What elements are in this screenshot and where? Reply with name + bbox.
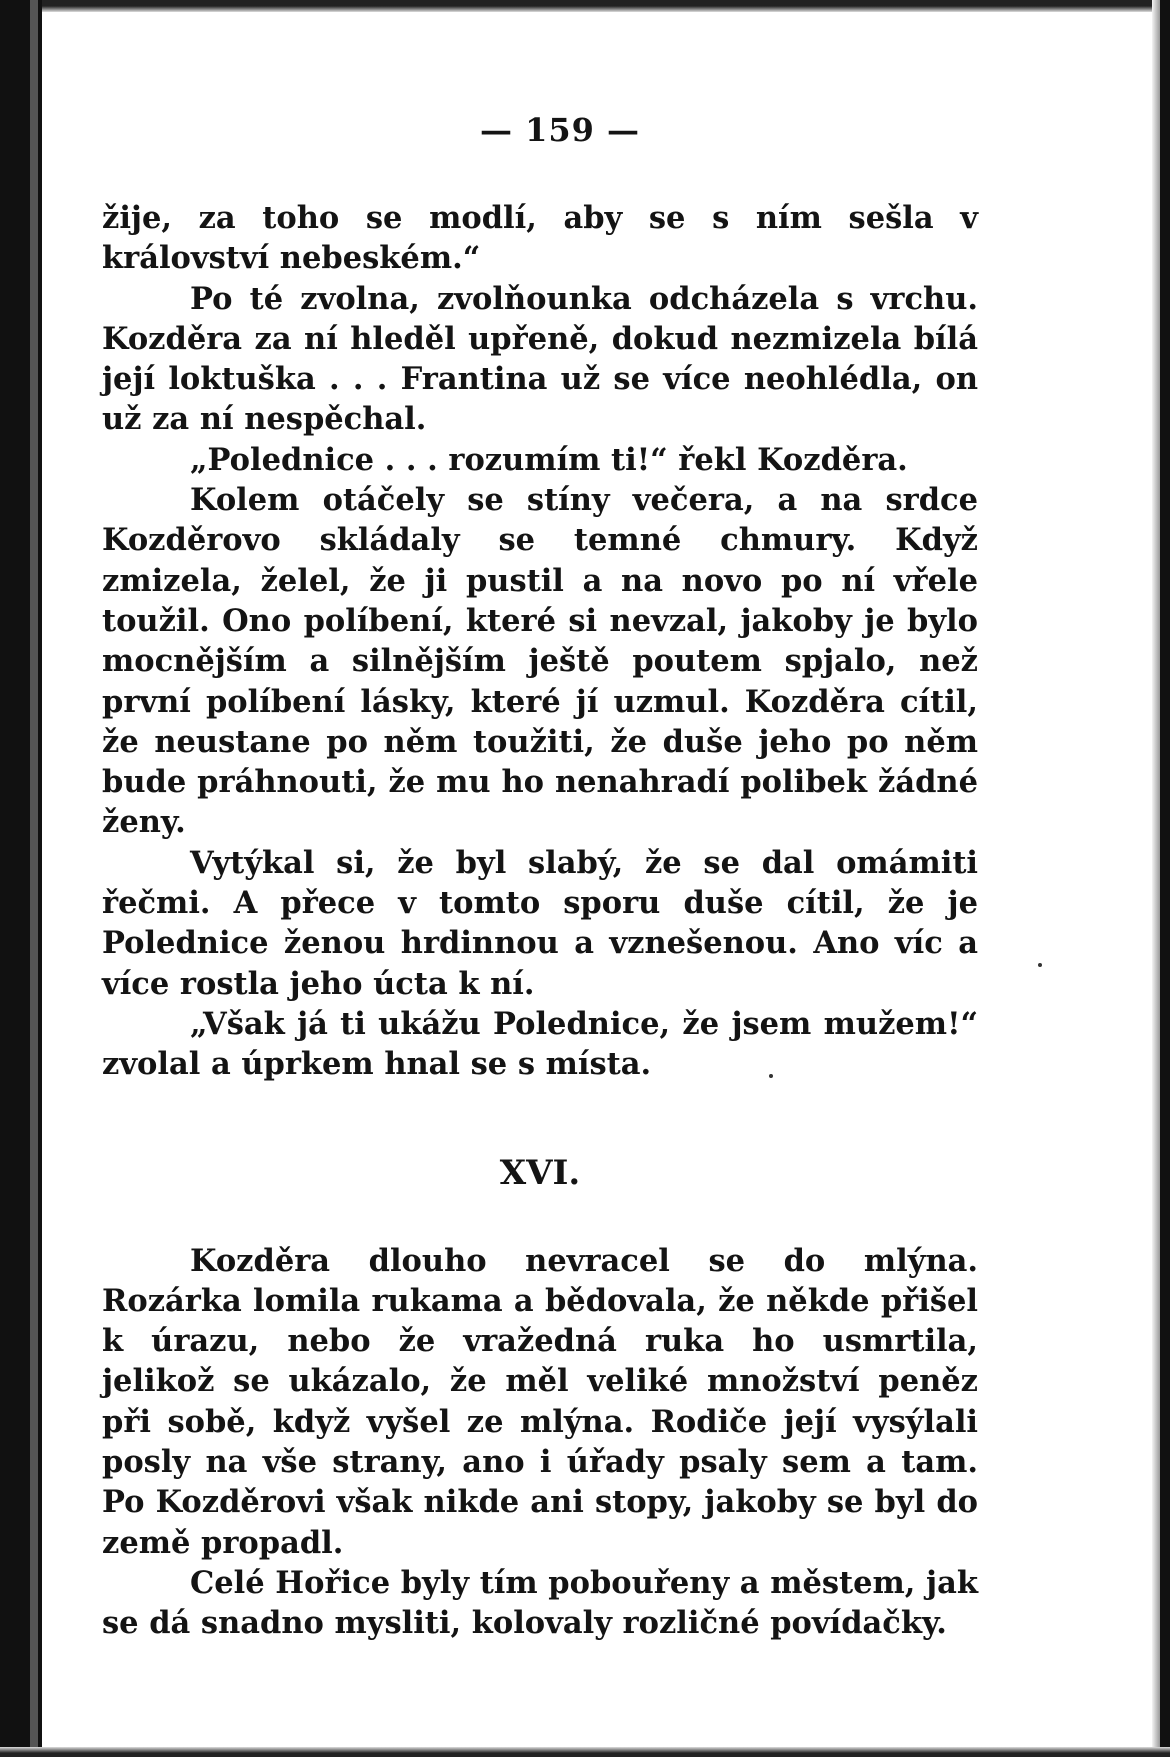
paragraph: Vytýkal si, že byl slabý, že se dal omámiti řečmi. A přece v tomto sporu duše cítil, že je Polednice ženou hrdinnou a vznešenou. Ano víc a více rostla jeho úcta k ní. bbox=[102, 844, 978, 1002]
paragraph: Kozděra dlouho nevracel se do mlýna. Rozárka lomila rukama a bědovala, že někde přišel k úrazu, nebo že vražedná ruka ho usmrtila, jelikož se ukázalo, že měl veliké množství peněz při sobě, když vyšel ze mlýna. Rodiče její vysýlali posly na vše strany, ano i úřady psaly sem a tam. Po Kozděrovi však nikde ani stopy, jakoby se byl do země propadl. bbox=[102, 1242, 978, 1561]
scan-right-edge bbox=[1160, 0, 1170, 1757]
page-content bbox=[102, 100, 978, 1644]
scan-top-edge bbox=[0, 0, 1170, 12]
paragraph: „Polednice . . . rozumím ti!“ řekl Kozděra. bbox=[190, 441, 908, 478]
page-edge-shadow bbox=[1152, 0, 1160, 1757]
body-text-section-2 bbox=[102, 1241, 978, 1644]
paragraph: „Však já ti ukážu Polednice, že jsem mužem!“ zvolal a úprkem hnal se s místa. bbox=[102, 1005, 978, 1083]
book-spine-inner-edge bbox=[30, 0, 38, 1757]
speck bbox=[1038, 963, 1042, 967]
paragraph: Po té zvolna, zvolňounka odcházela s vrchu. Kozděra za ní hleděl upřeně, dokud nezmizela bílá její loktuška . . . Frantina už se více neohlédla, on už za ní nespěchal. bbox=[102, 280, 978, 438]
paragraph: Celé Hořice byly tím pobouřeny a městem, jak se dá snadno mysliti, kolovaly rozličné povídačky. bbox=[102, 1564, 978, 1642]
paragraph: žije, za toho se modlí, aby se s ním sešla v království nebeském.“ bbox=[102, 200, 978, 277]
chapter-heading: XVI. bbox=[499, 1152, 581, 1193]
body-text-section-1 bbox=[102, 198, 978, 1085]
paragraph: Kolem otáčely se stíny večera, a na srdce Kozděrovo skládaly se temné chmury. Když zmizela, želel, že ji pustil a na novo po ní vřele toužil. Ono políbení, které si nevzal, jakoby je bylo mocnějším a silnějším ještě poutem spjalo, než první políbení lásky, které jí uzmul. Kozděra cítil, že neustane po něm toužiti, že duše jeho po něm bude práhnouti, že mu ho nenahradí polibek žádné ženy. bbox=[102, 482, 978, 841]
scan-bottom-edge bbox=[0, 1747, 1170, 1757]
page-number: — 159 — bbox=[479, 111, 641, 149]
